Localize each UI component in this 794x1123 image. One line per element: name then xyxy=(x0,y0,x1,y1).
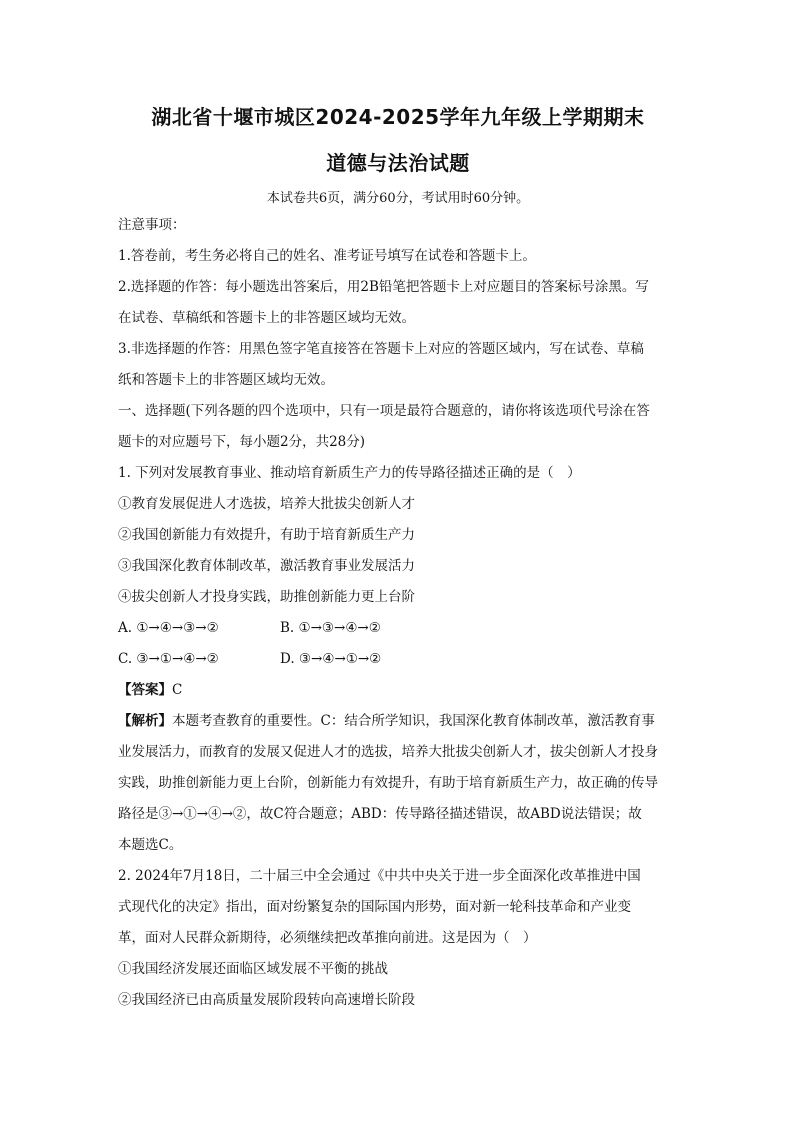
question-2-statement-1: ①我国经济发展还面临区域发展不平衡的挑战 xyxy=(118,961,388,977)
question-1-options-row2 xyxy=(118,644,678,675)
option-a: A. ①→④→③→② xyxy=(118,620,219,636)
note-3-line1: 3.非选择题的作答：用黑色签字笔直接答在答题卡上对应的答题区域内，写在试卷、草稿 xyxy=(118,341,644,357)
exam-subject-title: 道德与法治试题 xyxy=(326,151,470,175)
section-heading-line2: 题卡的对应题号下，每小题2分，共28分) xyxy=(118,434,366,450)
option-c: C. ③→①→④→② xyxy=(118,651,219,667)
option-d: D. ③→④→①→② xyxy=(280,651,382,667)
section-heading-line1: 一、选择题(下列各题的四个选项中，只有一项是最符合题意的，请你将该选项代号涂在答 xyxy=(118,403,650,419)
question-1-statement-1: ①教育发展促进人才选拔，培养大批拔尖创新人才 xyxy=(118,496,415,512)
question-2-stem-line3: 革，面对人民群众新期待，必须继续把改革推向前进。这是因为（ ） xyxy=(118,930,537,946)
notes-heading: 注意事项： xyxy=(118,217,186,233)
option-b: B. ①→③→④→② xyxy=(280,620,381,636)
question-1-answer xyxy=(118,675,678,706)
note-2-line1: 2.选择题的作答：每小题选出答案后，用2B铅笔把答题卡上对应题目的答案标号涂黑。写 xyxy=(118,279,649,295)
answer-value: C xyxy=(172,682,183,698)
question-2-statement-2: ②我国经济已由高质量发展阶段转向高速增长阶段 xyxy=(118,992,415,1008)
notes-section xyxy=(118,210,678,396)
note-3-line2: 纸和答题卡上的非答题区域均无效。 xyxy=(118,372,334,388)
question-2-stem-line2: 式现代化的决定》指出，面对纷繁复杂的国际国内形势，面对新一轮科技革命和产业变 xyxy=(118,899,631,915)
note-2-line2: 在试卷、草稿纸和答题卡上的非答题区域均无效。 xyxy=(118,310,415,326)
question-2-stem-line1: 2. 2024年7月18日，二十届三中全会通过《中共中央关于进一步全面深化改革推进中国 xyxy=(118,868,641,884)
question-1-statement-4: ④拔尖创新人才投身实践，助推创新能力更上台阶 xyxy=(118,589,415,605)
question-1-stem: 1. 下列对发展教育事业、推动培育新质生产力的传导路径描述正确的是（ ） xyxy=(118,465,581,481)
question-1-options-row1 xyxy=(118,613,678,644)
exam-title: 湖北省十堰市城区2024-2025学年九年级上学期期末 xyxy=(151,105,645,129)
question-1-analysis-line3: 实践，助推创新能力更上台阶，创新能力有效提升，有助于培育新质生产力，故正确的传导 xyxy=(118,775,658,791)
question-1-analysis-line5: 本题选C。 xyxy=(118,837,183,853)
question-1-analysis-line2: 业发展活力，而教育的发展又促进人才的选拔，培养大批拔尖创新人才，拔尖创新人才投身 xyxy=(118,744,658,760)
question-1-analysis-line4: 路径是③→①→④→②，故C符合题意；ABD：传导路径描述错误，故ABD说法错误；故 xyxy=(118,806,642,822)
question-1-statement-2: ②我国创新能力有效提升，有助于培育新质生产力 xyxy=(118,527,415,543)
question-2 xyxy=(118,861,678,1016)
exam-info: 本试卷共6页，满分60分，考试用时60分钟。 xyxy=(266,191,530,206)
analysis-text-1: 本题考查教育的重要性。C：结合所学知识，我国深化教育体制改革，激活教育事 xyxy=(172,713,655,729)
analysis-label: 【解析】 xyxy=(118,713,172,729)
note-1: 1.答卷前，考生务必将自己的姓名、准考证号填写在试卷和答题卡上。 xyxy=(118,248,536,264)
question-1-statement-3: ③我国深化教育体制改革，激活教育事业发展活力 xyxy=(118,558,415,574)
exam-page xyxy=(118,98,678,1016)
answer-label: 【答案】 xyxy=(118,682,172,698)
question-1-analysis-line1 xyxy=(118,706,678,737)
question-1 xyxy=(118,458,678,861)
